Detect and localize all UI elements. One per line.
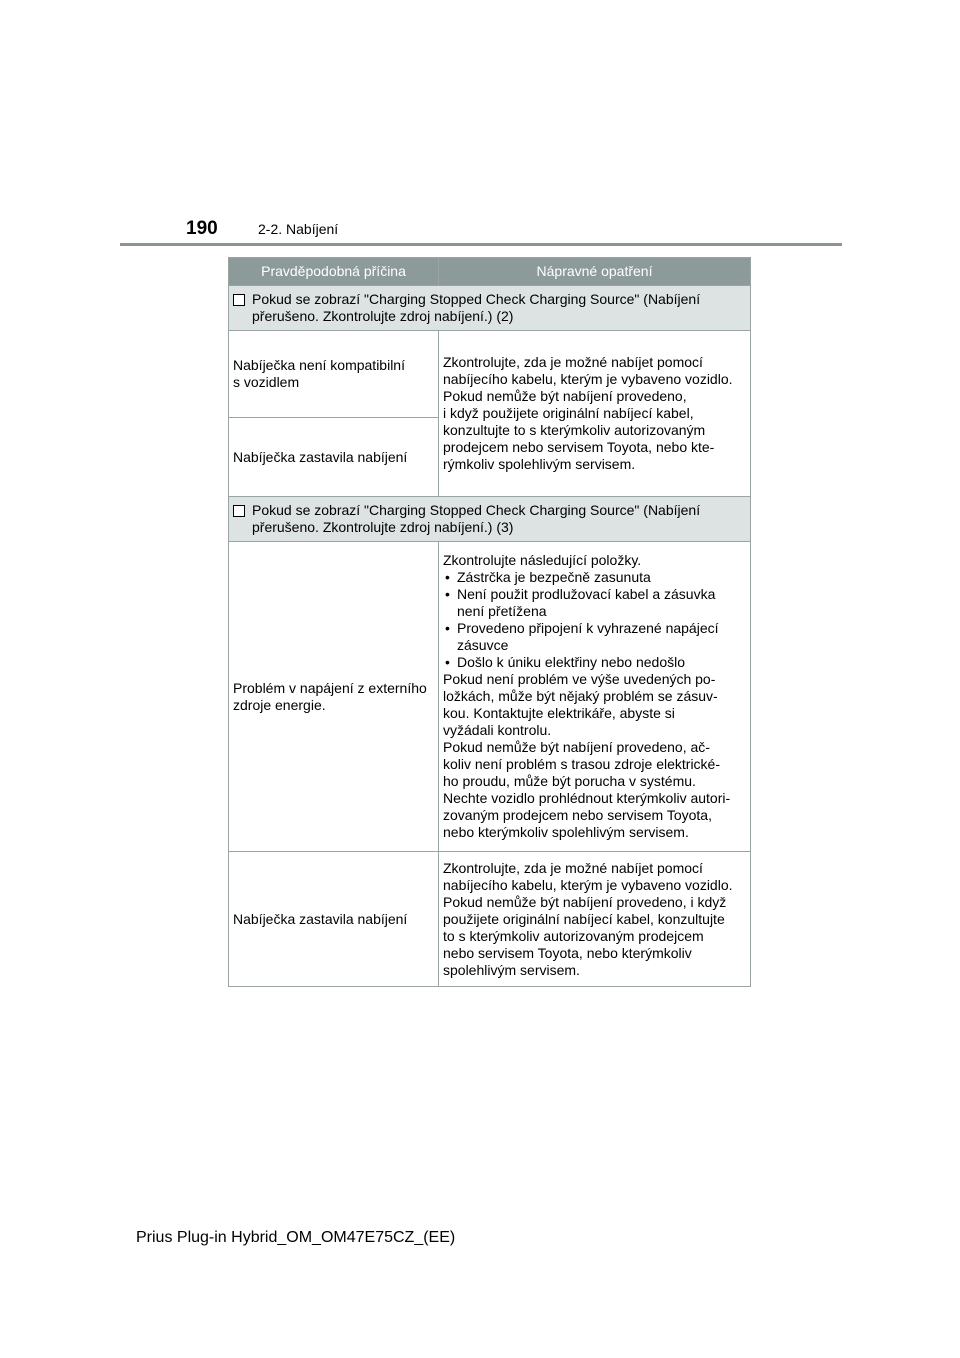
section-title: 2-2. Nabíjení (258, 221, 339, 237)
cause-cell: Problém v napájení z externího zdroje energie. (229, 542, 439, 852)
remedy-line: kou. Kontaktujte elektrikáře, abyste si (443, 705, 675, 721)
remedy-cell (439, 852, 751, 987)
remedy-line: vyžádali kontrolu. (443, 722, 552, 738)
remedy-line: Zkontrolujte, zda je možné nabíjet pomocí (443, 354, 703, 370)
remedy-line: rýmkoliv spolehlivým servisem. (443, 456, 636, 472)
remedy-intro: Zkontrolujte následující položky. (443, 552, 642, 568)
remedy-line: použijete originální nabíjecí kabel, konzultujte (443, 910, 725, 927)
remedy-line: nebo kterýmkoliv spolehlivým servisem. (443, 824, 689, 840)
remedy-line: zovaným prodejcem nebo servisem Toyota, (443, 807, 712, 823)
checkbox-square-icon (233, 505, 245, 517)
section-heading (229, 497, 751, 542)
checklist-item: • Provedeno připojení k vyhrazené napájecí zásuvce (443, 620, 746, 654)
remedy-line: Pokud není problém ve výše uvedených po- (443, 671, 716, 687)
remedy-line: Zkontrolujte, zda je možné nabíjet pomocí (443, 859, 703, 876)
table-row (229, 542, 751, 852)
remedy-line: ložkách, může být nějaký problém se zásuv- (443, 688, 718, 704)
page-number: 190 (186, 218, 218, 239)
section-heading (229, 286, 751, 331)
col-header-cause: Pravděpodobná příčina (229, 258, 439, 286)
remedy-line: Nechte vozidlo prohlédnout kterýmkoliv autori- (443, 790, 731, 806)
checklist (443, 569, 746, 671)
header-rule (120, 243, 842, 246)
remedy-line: prodejcem nebo servisem Toyota, nebo kte- (443, 439, 715, 455)
remedy-line: to s kterýmkoliv autorizovaným prodejcem (443, 927, 704, 944)
remedy-line: Pokud nemůže být nabíjení provedeno, (443, 388, 687, 404)
remedy-line: i když použijete originální nabíjecí kabel, (443, 405, 694, 421)
remedy-line: nebo servisem Toyota, nebo kterýmkoliv (443, 944, 692, 961)
col-header-remedy: Nápravné opatření (439, 258, 751, 286)
section-row-3 (229, 497, 751, 542)
checkbox-square-icon (233, 294, 245, 306)
cause-cell: Nabíječka není kompatibilní s vozidlem (229, 331, 439, 418)
table-row (229, 331, 751, 418)
table-row (229, 852, 751, 987)
footer-document-id: Prius Plug-in Hybrid_OM_OM47E75CZ_(EE) (136, 1229, 456, 1246)
section-heading-text: Pokud se zobrazí "Charging Stopped Check Charging Source" (Nabíjení přerušeno. Zkontrolujte zdroj nabíjení.) (3) (252, 502, 701, 535)
checklist-item: • Není použit prodlužovací kabel a zásuvka není přetížena (443, 586, 746, 620)
remedy-line: Pokud nemůže být nabíjení provedeno, i když (443, 893, 727, 910)
remedy-line: spolehlivým servisem. (443, 961, 580, 978)
checklist-item: • Zástrčka je bezpečně zasunuta (443, 569, 746, 586)
section-row-2 (229, 286, 751, 331)
troubleshooting-table (228, 257, 751, 987)
remedy-line: nabíjecího kabelu, kterým je vybaveno vozidlo. (443, 876, 733, 893)
checklist-item: • Došlo k úniku elektřiny nebo nedošlo (443, 654, 746, 671)
remedy-cell (439, 542, 751, 852)
remedy-cell (439, 331, 751, 497)
cause-cell: Nabíječka zastavila nabíjení (229, 418, 439, 497)
remedy-line: koliv není problém s trasou zdroje elektrické- (443, 756, 721, 772)
remedy-line: ho proudu, může být porucha v systému. (443, 773, 696, 789)
table-header-row (229, 258, 751, 286)
section-heading-text: Pokud se zobrazí "Charging Stopped Check Charging Source" (Nabíjení přerušeno. Zkontrolujte zdroj nabíjení.) (2) (252, 291, 701, 324)
remedy-line: konzultujte to s kterýmkoliv autorizovaným (443, 422, 706, 438)
cause-cell: Nabíječka zastavila nabíjení (229, 852, 439, 987)
remedy-line: nabíjecího kabelu, kterým je vybaveno vozidlo. (443, 371, 733, 387)
remedy-line: Pokud nemůže být nabíjení provedeno, ač- (443, 739, 710, 755)
